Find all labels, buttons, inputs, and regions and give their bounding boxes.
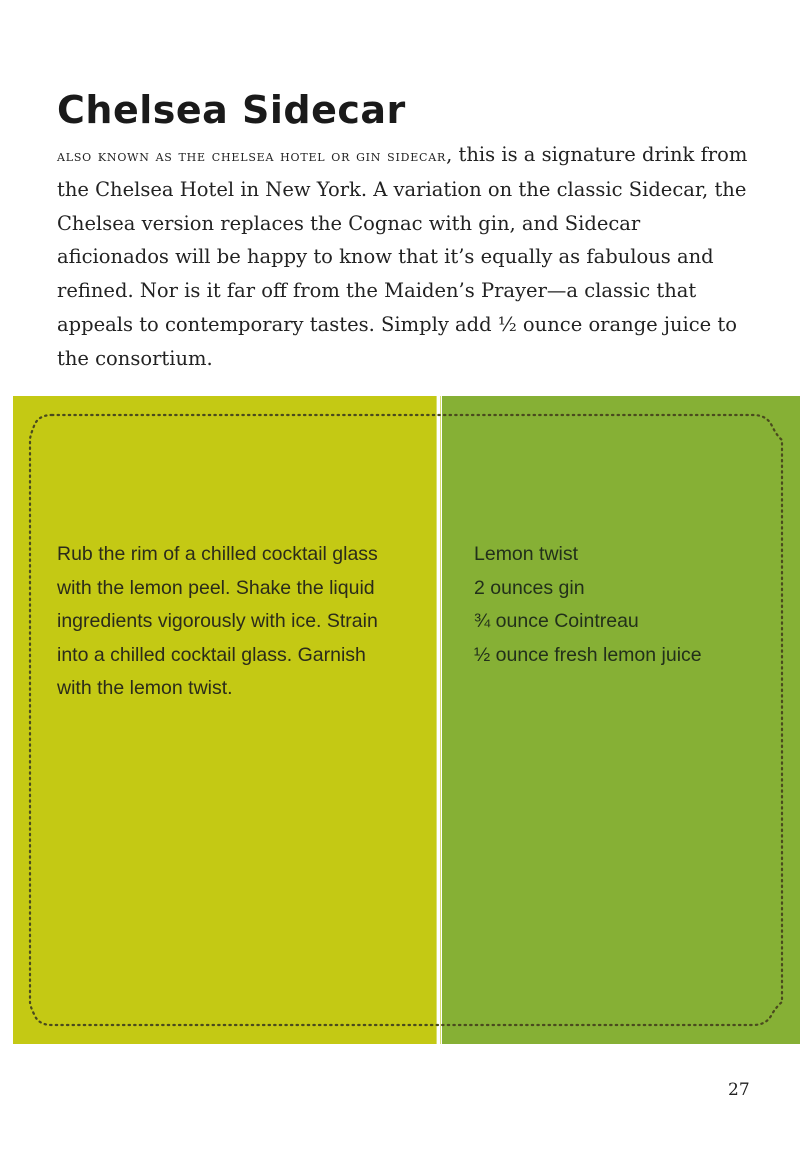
intro-body: , this is a signature drink from the Chelsea Hotel in New York. A variation on the classic Sidecar, the Chelsea version replaces the Cognac with gin, and Sidecar aficionados will be happy to know that it’s equally as fabulous and refined. Nor is it far off from the Maiden’s Prayer—a classic that appeals to contemporary tastes. Simply add ½ ounce orange juice to the consortium.	[57, 143, 748, 370]
ingredient-item: 2 ounces gin	[474, 576, 585, 599]
dotted-frame-border	[0, 396, 800, 1044]
recipe-card	[0, 396, 800, 1044]
ingredients-list	[474, 538, 774, 672]
recipe-title: Chelsea Sidecar	[57, 88, 406, 132]
recipe-directions: Rub the rim of a chilled cocktail glass with the lemon peel. Shake the liquid ingredients vigorously with ice. Strain into a chilled cocktail glass. Garnish with the lemon twist.	[57, 543, 378, 699]
ingredient-item: Lemon twist	[474, 543, 579, 565]
ingredient-item: ½ ounce fresh lemon juice	[474, 643, 702, 666]
page-number: 27	[728, 1080, 750, 1100]
ingredient-item: ¾ ounce Cointreau	[474, 610, 639, 632]
intro-lead-smallcaps: also known as the chelsea hotel or gin sidecar	[57, 146, 447, 165]
recipe-intro	[57, 138, 757, 376]
